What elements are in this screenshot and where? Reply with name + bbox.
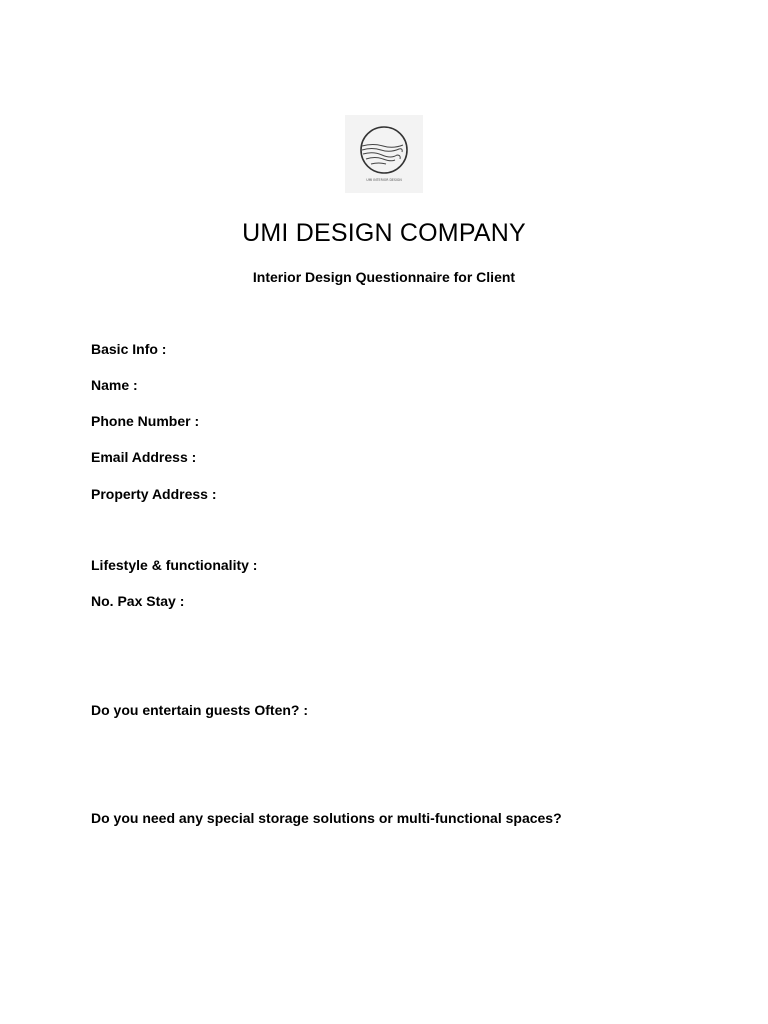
company-name: UMI DESIGN COMPANY [242,219,526,247]
lifestyle-heading: Lifestyle & functionality : [91,557,258,573]
questionnaire-title: Interior Design Questionnaire for Client [252,269,516,285]
phone-number-label: Phone Number : [91,413,200,429]
basic-info-heading: Basic Info : [91,341,167,357]
entertain-guests-question: Do you entertain guests Often? : [91,702,309,718]
company-logo [345,115,423,193]
wave-circle-logo-icon [345,115,423,193]
property-address-label: Property Address : [91,486,217,502]
storage-solutions-question: Do you need any special storage solutions or multi-functional spaces? [91,810,562,826]
pax-stay-label: No. Pax Stay : [91,593,185,609]
logo-caption: UMI INTERIOR DESIGN [366,178,402,182]
name-label: Name : [91,377,138,393]
email-address-label: Email Address : [91,449,197,465]
